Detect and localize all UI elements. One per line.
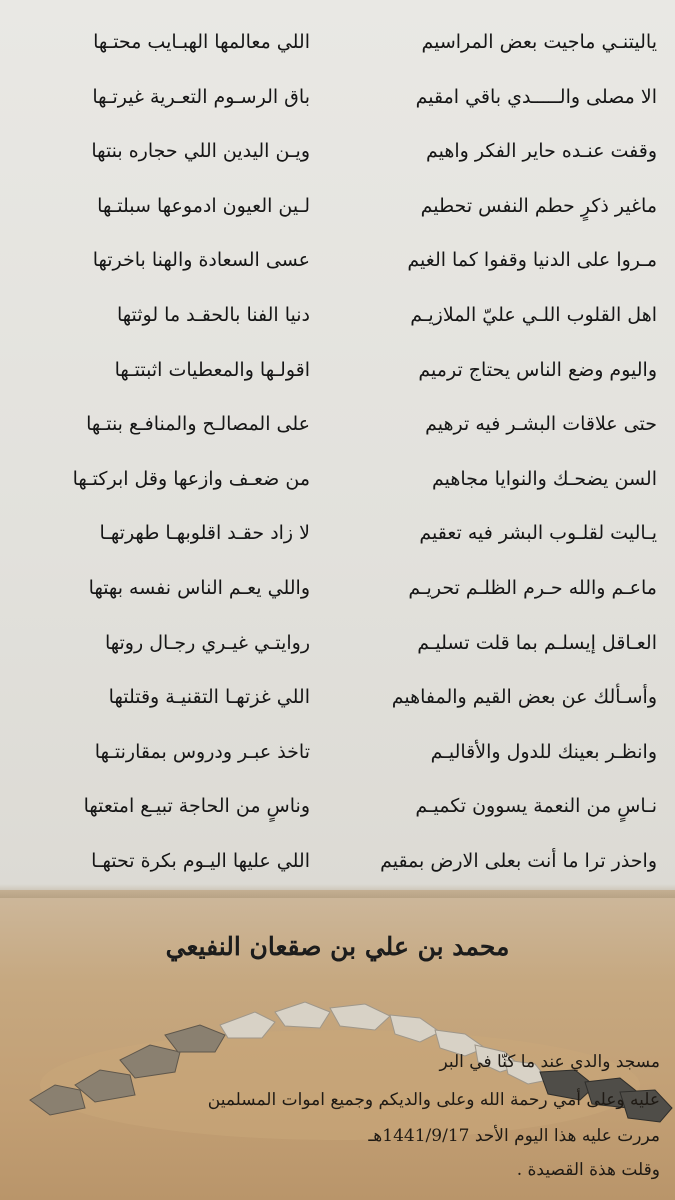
second-hemistich: لـين العيون ادموعها سبلتـها [97, 194, 310, 217]
verse-row [0, 833, 675, 889]
first-hemistich: نـاسٍ من النعمة يسوون تكميـم [415, 795, 657, 818]
verse-row [0, 396, 675, 452]
first-hemistich: اهل القلوب اللـي عليّ الملازيـم [410, 304, 657, 326]
second-hemistich: اقولـها والمعطيات اثبتتـها [114, 358, 310, 381]
second-hemistich: واللي يعـم الناس نفسه بهتها [88, 577, 310, 599]
first-hemistich: وأسـألك عن بعض القيم والمفاهيم [391, 686, 657, 709]
first-hemistich: ماعـم والله حـرم الظلـم تحريـم [408, 577, 657, 599]
second-hemistich: اللي عليها اليـوم بكرة تحتهـا [91, 850, 310, 872]
verse-row [0, 778, 675, 834]
second-hemistich: اللي معالمها الهبـايب محتـها [93, 31, 310, 53]
verse-row [0, 123, 675, 179]
second-hemistich: روايتـي غيـري رجـال روتها [104, 631, 310, 654]
verse-row [0, 615, 675, 671]
poet-name: محمد بن علي بن صقعان النفيعي [165, 932, 510, 961]
note-line-1: مسجد والدي عند ما كنّا في البر [439, 1052, 660, 1072]
verse-row [0, 724, 675, 780]
first-hemistich: واليوم وضع الناس يحتاج ترميم [418, 358, 657, 381]
first-hemistich: يـاليت لقلـوب البشر فيه تعقيم [419, 522, 657, 545]
verse-row [0, 451, 675, 507]
second-hemistich: باق الرسـوم التعـرية غيرتـها [92, 85, 310, 108]
verse-row [0, 232, 675, 288]
verse-row [0, 505, 675, 561]
verse-row [0, 342, 675, 398]
first-hemistich: واحذر ترا ما أنت بعلى الارض بمقيم [380, 850, 657, 872]
first-hemistich: السن يضحـك والنوايا مجاهيم [432, 467, 657, 490]
second-hemistich: تاخذ عبـر ودروس بمقارنتـها [94, 740, 310, 763]
verse-row [0, 669, 675, 725]
verse-row [0, 14, 675, 70]
first-hemistich: الا مصلى والـــــدي باقي امقيم [415, 85, 657, 108]
first-hemistich: مـروا على الدنيا وقفوا كما الغيم [407, 249, 657, 272]
first-hemistich: وقفت عنـده حاير الفكر واهيم [425, 140, 657, 163]
second-hemistich: على المصالـح والمنافـع بنتـها [86, 413, 310, 436]
verse-row [0, 560, 675, 616]
first-hemistich: ياليتنـي ماجيت بعض المراسيم [421, 31, 657, 53]
first-hemistich: وانظـر بعينك للدول والأقاليـم [430, 740, 657, 763]
verse-row [0, 69, 675, 125]
second-hemistich: ويـن اليدين اللي حجاره بنتها [91, 140, 310, 163]
note-line-2: عليه وعلى أمي رحمة الله وعلى والديكم وجميع اموات المسلمين [207, 1090, 660, 1110]
second-hemistich: لا زاد حقـد اقلوبهـا طهرتهـا [99, 522, 310, 545]
first-hemistich: العـاقل إيسلـم بما قلت تسليـم [417, 631, 657, 654]
second-hemistich: دنيا الفنا بالحقـد ما لوثتها [116, 304, 310, 326]
first-hemistich: ماغير ذكرٍ حطم النفس تحطيم [420, 194, 657, 217]
note-line-4: وقلت هذة القصيدة . [516, 1160, 660, 1180]
verse-row [0, 178, 675, 234]
second-hemistich: عسى السعادة والهنا باخرتها [92, 249, 310, 272]
verse-row [0, 287, 675, 343]
first-hemistich: حتى علاقات البشـر فيه ترهيم [425, 413, 657, 436]
second-hemistich: وناسٍ من الحاجة تبيـع امتعتها [83, 795, 310, 818]
second-hemistich: من ضعـف وازعها وقل ابركتـها [72, 467, 310, 490]
note-line-3: مررت عليه هذا اليوم الأحد 1441/9/17هـ [368, 1126, 660, 1146]
second-hemistich: اللي غزتهـا التقنيـة وقتلتها [108, 686, 310, 709]
